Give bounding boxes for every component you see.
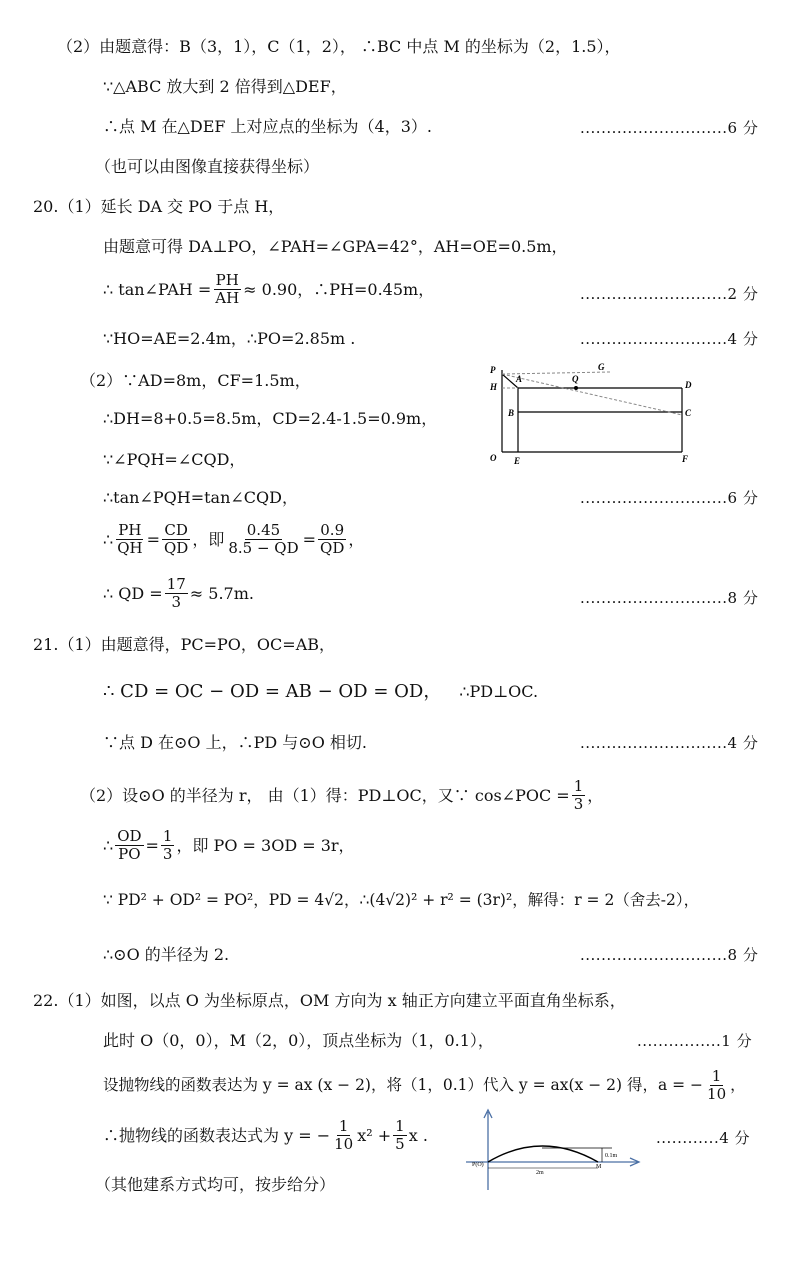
- q19-line1: （2）由题意得：B（3，1），C（1，2）， ∴BC 中点 M 的坐标为（2，1.5），: [57, 37, 621, 56]
- q21-line6: ∵ PD² + OD² = PO²，PD = 4√2，∴(4√2)² + r² = (3r)²，解得：r = 2（舍去-2），: [103, 891, 700, 909]
- q21-l2-eq: ∴ CD = OC − OD = AB − OD = OD，: [103, 681, 442, 702]
- q20-line9: [103, 522, 364, 558]
- q22-points-4: ............4 分: [656, 1129, 751, 1147]
- label-m: M: [596, 1164, 602, 1170]
- denominator: 3: [573, 795, 584, 814]
- denominator: 10: [334, 1135, 354, 1154]
- q19-line2: ∵△ABC 放大到 2 倍得到△DEF，: [103, 77, 347, 96]
- fig-label-p: P: [490, 365, 496, 375]
- q21-line1: 21.（1）由题意得，PC=PO，OC=AB，: [33, 635, 336, 654]
- q22-l4-frac1: [332, 1118, 355, 1154]
- denominator: QH: [117, 539, 143, 558]
- q22-l3-fraction: [705, 1068, 728, 1104]
- fig-label-d: D: [685, 380, 692, 390]
- q22-line1: 22.（1）如图，以点 O 为坐标原点，OM 方向为 x 轴正方向建立平面直角坐标系，: [33, 991, 626, 1010]
- fig-label-b: B: [508, 408, 515, 418]
- fig-label-a: A: [516, 374, 523, 384]
- fig-label-o: O: [490, 453, 497, 463]
- q20-line8: ∴tan∠PQH=tan∠CQD，: [103, 488, 298, 507]
- q20-figure: [480, 360, 700, 470]
- denominator: PO: [118, 845, 141, 864]
- q22-l4-frac2: [393, 1118, 407, 1154]
- q20-points-8: ............................8 分: [580, 589, 759, 607]
- numerator: CD: [164, 521, 188, 539]
- denominator: QD: [163, 539, 189, 558]
- q19-points-6: ............................6 分: [580, 119, 759, 137]
- q21-l4-pre: （2）设⊙O 的半径为 r， 由（1）得：PD⊥OC，又∵ cos∠POC =: [80, 785, 570, 805]
- q22-figure: [462, 1106, 644, 1192]
- q22-l4-post: x .: [408, 1125, 428, 1145]
- denominator: QD: [320, 539, 345, 558]
- q22-line2: 此时 O（0，0），M（2，0），顶点坐标为（1，0.1），: [103, 1031, 494, 1050]
- numerator: PH: [215, 271, 239, 289]
- label-width: 2m: [536, 1170, 544, 1176]
- numerator: 1: [573, 777, 584, 795]
- q21-l5-frac1: [115, 828, 143, 864]
- fig-label-f: F: [682, 454, 689, 464]
- numerator: 0.9: [320, 521, 345, 539]
- q20-l9-pre: ∴: [103, 529, 114, 549]
- q20-l10-fraction: [165, 576, 188, 612]
- fig-label-q: Q: [572, 374, 579, 384]
- q20-points-4: ............................4 分: [580, 330, 759, 348]
- numerator: 1: [338, 1117, 349, 1135]
- denominator: AH: [215, 289, 240, 308]
- q21-l4-post: ，: [587, 785, 604, 805]
- q21-l5-frac2: [161, 828, 175, 864]
- q21-points-4: ............................4 分: [580, 734, 759, 752]
- fig-label-e: E: [514, 456, 521, 466]
- q20-l9-eq2: =: [302, 529, 317, 549]
- q20-l9-frac4: [318, 522, 346, 558]
- q21-points-8: ............................8 分: [580, 946, 759, 964]
- q22-line4: [103, 1118, 428, 1154]
- q20-l3-pre: ∴ tan∠PAH =: [103, 279, 212, 299]
- q22-l3-post: ，: [730, 1075, 746, 1094]
- q21-line5: [103, 828, 355, 864]
- q20-points-6: ............................6 分: [580, 489, 759, 507]
- q20-points-2: ............................2 分: [580, 285, 759, 303]
- q20-line6: ∴DH=8+0.5=8.5m，CD=2.4-1.5=0.9m，: [103, 409, 438, 428]
- numerator: 0.45: [246, 521, 281, 539]
- q21-l5-post: ，即 PO = 3OD = 3r，: [176, 835, 355, 855]
- q21-l2-post: ∴PD⊥OC.: [459, 682, 539, 702]
- numerator: PH: [118, 521, 142, 539]
- q20-l9-frac1: [115, 522, 144, 558]
- q20-line1: 20.（1）延长 DA 交 PO 于点 H，: [33, 197, 285, 216]
- q20-l10-post: ≈ 5.7m.: [189, 583, 254, 603]
- q20-l9-mid: ，即: [192, 529, 225, 549]
- q20-line7: ∵∠PQH=∠CQD，: [103, 450, 246, 469]
- q19-line4: （也可以由图像直接获得坐标）: [95, 157, 320, 176]
- q22-line3: [103, 1068, 746, 1104]
- q20-line5: （2）∵AD=8m，CF=1.5m，: [80, 371, 311, 390]
- denominator: 10: [707, 1085, 727, 1104]
- numerator: 1: [162, 827, 173, 845]
- numerator: 17: [166, 575, 186, 593]
- label-height: 0.1m: [605, 1153, 618, 1159]
- q21-l5-pre: ∴: [103, 835, 114, 855]
- denominator: 8.5 − QD: [228, 539, 299, 558]
- q20-line4: ∵HO=AE=2.4m，∴PO=2.85m .: [103, 329, 356, 348]
- q22-points-1: ................1 分: [637, 1032, 753, 1050]
- q20-line2: 由题意可得 DA⊥PO，∠PAH=∠GPA=42°，AH=OE=0.5m，: [103, 237, 568, 256]
- q22-l4-pre: ∴抛物线的函数表达式为 y = −: [103, 1125, 331, 1145]
- numerator: 1: [395, 1117, 405, 1135]
- q20-line10: [103, 576, 254, 612]
- denominator: 5: [395, 1135, 405, 1154]
- q21-l4-fraction: [572, 778, 586, 814]
- q20-line3: [103, 272, 434, 308]
- denominator: 3: [171, 593, 182, 612]
- numerator: 1: [711, 1067, 722, 1085]
- q21-line7: ∴⊙O 的半径为 2.: [103, 945, 230, 964]
- q20-l3-fraction: [213, 272, 241, 308]
- q20-l10-pre: ∴ QD =: [103, 583, 163, 603]
- q-point: [574, 386, 578, 390]
- q20-l9-end: ，: [348, 529, 365, 549]
- q21-line3: ∵点 D 在⊙O 上，∴PD 与⊙O 相切.: [103, 733, 367, 752]
- fig-label-h: H: [490, 382, 498, 392]
- q19-line3: ∴点 M 在△DEF 上对应点的坐标为（4，3）.: [103, 117, 433, 136]
- numerator: OD: [117, 827, 142, 845]
- parabola: [488, 1146, 598, 1162]
- q22-l4-mid: x² +: [357, 1125, 392, 1145]
- q20-l9-frac2: [162, 522, 190, 558]
- fig-label-c: C: [685, 408, 692, 418]
- q21-line4: [80, 778, 603, 814]
- fig-label-g: G: [598, 362, 605, 372]
- q21-line2: [103, 682, 538, 703]
- q22-line5: （其他建系方式均可，按步给分）: [95, 1175, 336, 1194]
- label-p-o: P(O): [472, 1162, 484, 1168]
- q20-l3-post: ≈ 0.90，∴PH=0.45m，: [243, 279, 435, 299]
- q21-l5-eq: =: [145, 835, 159, 855]
- denominator: 3: [162, 845, 173, 864]
- q20-l9-eq1: =: [146, 529, 160, 549]
- q22-l3-pre: 设抛物线的函数表达为 y = ax (x − 2)，将（1，0.1）代入 y = ax(x − 2) 得，a = −: [103, 1075, 704, 1094]
- q20-l9-frac3: [226, 522, 300, 558]
